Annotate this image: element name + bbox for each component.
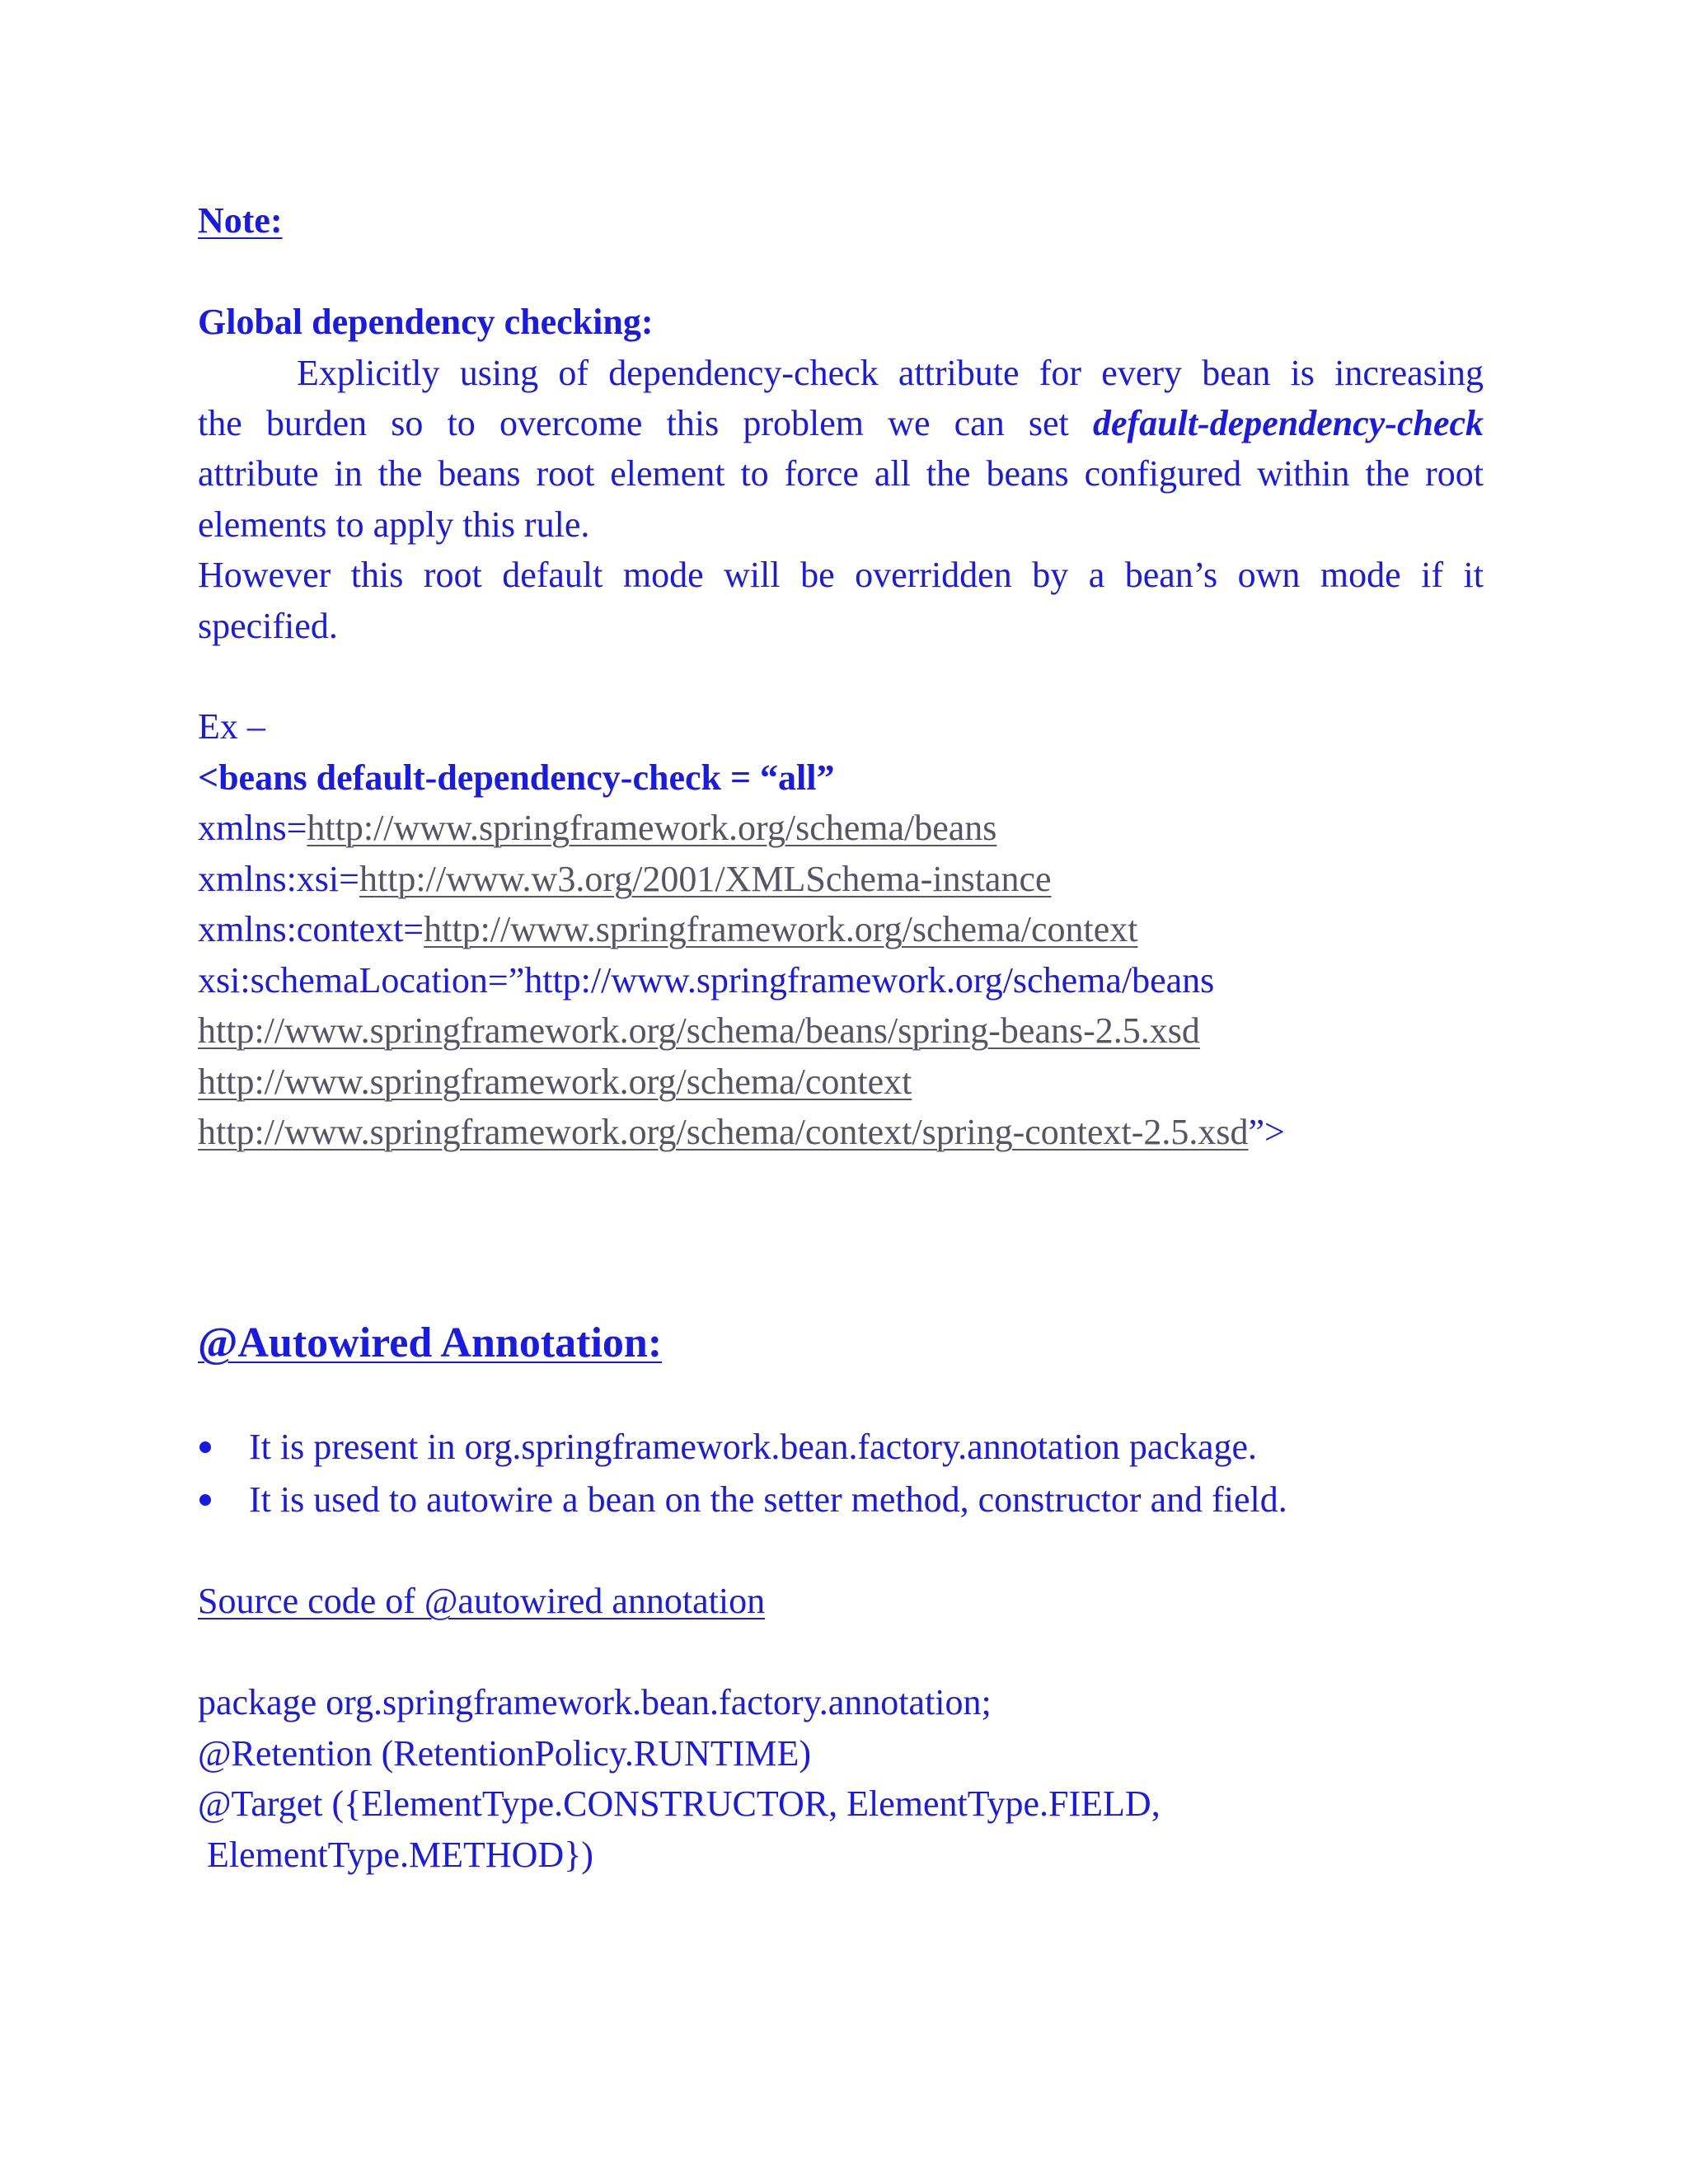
xsi-link[interactable]: http://www.w3.org/2001/XMLSchema-instance	[359, 859, 1052, 899]
code-line-elementtype: ElementType.METHOD})	[198, 1835, 593, 1875]
xmlns-link[interactable]: http://www.springframework.org/schema/beans	[307, 808, 997, 848]
example-label: Ex –	[198, 706, 265, 747]
para2-line1: However this root default mode will be overridden by a bean’s own mode if it	[198, 555, 1484, 595]
xsi-prefix: xmlns:xsi=	[198, 859, 359, 899]
beans-tag-line: <beans default-dependency-check = “all”	[198, 757, 835, 798]
bullet-item	[198, 1474, 1287, 1526]
autowired-heading: @Autowired Annotation:	[198, 1319, 663, 1366]
schema-url3-link[interactable]: http://www.springframework.org/schema/context/spring-context-2.5.xsd	[198, 1112, 1249, 1152]
para1-line2	[198, 398, 1484, 449]
code-line-package: package org.springframework.bean.factory.annotation;	[198, 1682, 992, 1722]
schema-url2-link[interactable]: http://www.springframework.org/schema/context	[198, 1062, 912, 1102]
schema-url1-link[interactable]: http://www.springframework.org/schema/beans/spring-beans-2.5.xsd	[198, 1010, 1200, 1051]
para2-line2: specified.	[198, 606, 338, 646]
bullet-text: It is used to autowire a bean on the setter method, constructor and field.	[249, 1479, 1287, 1520]
code-line-target: @Target ({ElementType.CONSTRUCTOR, ElementType.FIELD,	[198, 1783, 1160, 1824]
source-code-label: Source code of @autowired annotation	[198, 1581, 766, 1621]
schema-url2-line	[198, 1057, 912, 1108]
para1-line2-text: the burden so to overcome this problem we can set	[198, 403, 1069, 443]
context-prefix: xmlns:context=	[198, 909, 424, 949]
bullet-text: It is present in org.springframework.bean.factory.annotation package.	[249, 1427, 1258, 1467]
schema-url1-line	[198, 1005, 1200, 1057]
code-line-retention: @Retention (RetentionPolicy.RUNTIME)	[198, 1733, 812, 1774]
bullet-icon	[199, 1494, 211, 1506]
default-dependency-check-term: default-dependency-check	[1092, 403, 1484, 443]
xmlns-line	[198, 803, 996, 854]
xmlns-prefix: xmlns=	[198, 808, 307, 848]
global-dependency-heading: Global dependency checking:	[198, 302, 654, 342]
schema-url3-line	[198, 1107, 1285, 1158]
bullet-icon	[199, 1441, 211, 1453]
note-label: Note:	[198, 200, 283, 241]
context-line	[198, 904, 1137, 955]
schema-location-line: xsi:schemaLocation=”http://www.springframework.org/schema/beans	[198, 960, 1215, 1001]
para1-line3: attribute in the beans root element to force all the beans configured within the root	[198, 453, 1484, 494]
document-page	[198, 0, 1484, 2184]
para1-line4: elements to apply this rule.	[198, 504, 590, 545]
schema-end: ”>	[1248, 1112, 1285, 1152]
para1-line1: Explicitly using of dependency-check attribute for every bean is increasing	[297, 353, 1484, 393]
context-link[interactable]: http://www.springframework.org/schema/context	[424, 909, 1138, 949]
xsi-line	[198, 854, 1052, 905]
bullet-item	[198, 1422, 1257, 1473]
